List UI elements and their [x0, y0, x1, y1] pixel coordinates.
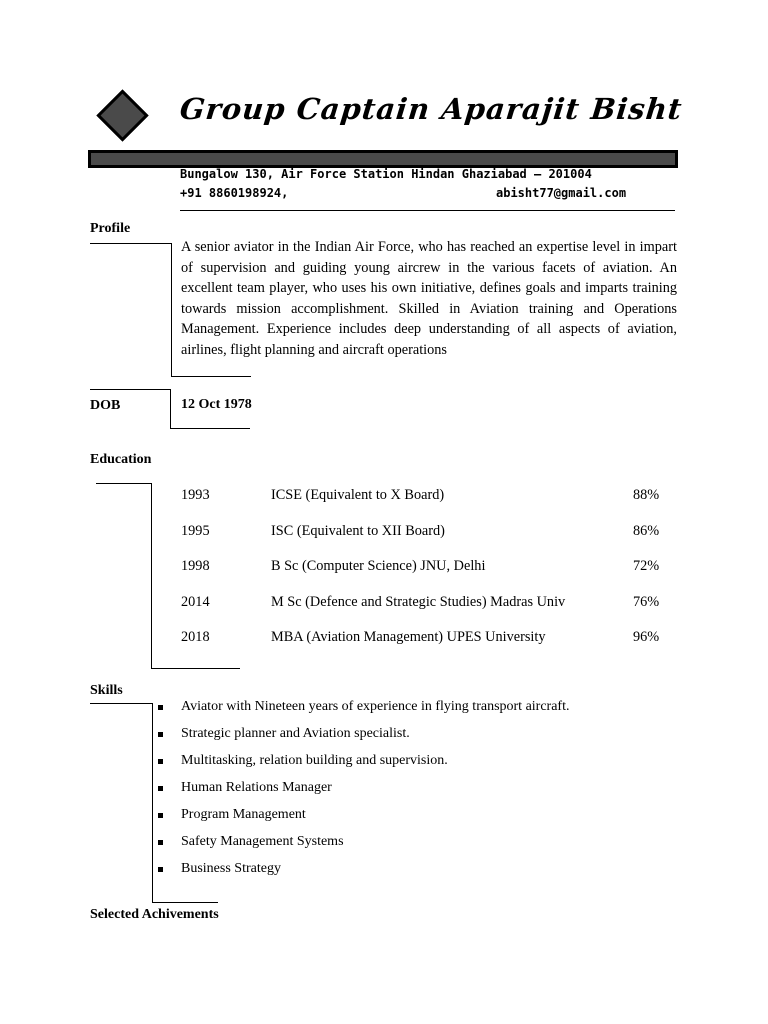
achievements-heading: Selected Achivements: [90, 907, 219, 922]
profile-bracket-bottom: [171, 376, 251, 377]
skill-text: Business Strategy: [181, 861, 281, 876]
dob-bracket-vertical: [170, 389, 171, 428]
edu-score: 86%: [633, 523, 660, 539]
edu-year: 1998: [181, 558, 210, 574]
skill-text: Program Management: [181, 807, 306, 822]
resume-name: Group Captain Aparajit Bisht: [178, 92, 685, 126]
contact-divider: [180, 210, 675, 211]
skill-text: Multitasking, relation building and supervision.: [181, 753, 448, 768]
bullet-icon: [158, 732, 163, 737]
bullet-icon: [158, 867, 163, 872]
edu-year: 2018: [181, 629, 210, 645]
list-item: [158, 753, 569, 780]
profile-summary: A senior aviator in the Indian Air Force, who has reached an expertise level in impart of supervision and guiding young aircrew in the various facets of aviation. An excellent team player, who uses his own initiative, defines goals and imparts training towards mission accomplishment. Skilled in Aviation training and Operations Management. Experience includes deep understanding of all aspects of aviation, airlines, flight planning and aircraft operations: [181, 239, 677, 358]
education-bracket-top: [96, 483, 151, 484]
education-bracket-vertical: [151, 483, 152, 669]
edu-score: 76%: [633, 594, 660, 610]
edu-score: 96%: [633, 629, 660, 645]
edu-year: 1993: [181, 487, 210, 503]
edu-year: 2014: [181, 594, 210, 610]
skills-bracket-vertical: [152, 703, 153, 902]
address: Bungalow 130, Air Force Station Hindan Ghaziabad – 201004: [180, 167, 592, 181]
list-item: [158, 699, 569, 726]
list-item: [158, 834, 569, 861]
edu-year: 1995: [181, 523, 210, 539]
profile-bracket-vertical: [171, 243, 172, 376]
edu-score: 72%: [633, 558, 660, 574]
email-address: abisht77@gmail.com: [496, 186, 627, 200]
list-item: [158, 861, 569, 888]
edu-score: 88%: [633, 487, 660, 503]
edu-course: ICSE (Equivalent to X Board): [271, 487, 445, 503]
skill-text: Human Relations Manager: [181, 780, 332, 795]
dob-heading: DOB: [90, 398, 121, 413]
diamond-logo-icon: [96, 89, 148, 141]
header-bar: [88, 150, 678, 168]
bullet-icon: [158, 813, 163, 818]
profile-bracket-top: [90, 243, 172, 244]
list-item: [158, 726, 569, 753]
education-bracket-bottom: [151, 668, 240, 669]
dob-bracket-top: [90, 389, 170, 390]
skills-heading: Skills: [90, 683, 123, 698]
skill-text: Safety Management Systems: [181, 834, 344, 849]
edu-course: B Sc (Computer Science) JNU, Delhi: [271, 558, 486, 574]
education-heading: Education: [90, 452, 152, 467]
profile-heading: Profile: [90, 221, 131, 236]
list-item: [158, 780, 569, 807]
bullet-icon: [158, 840, 163, 845]
edu-course: MBA (Aviation Management) UPES University: [271, 629, 546, 645]
list-item: [158, 807, 569, 834]
bullet-icon: [158, 786, 163, 791]
phone-number: +91 8860198924,: [180, 186, 289, 200]
bullet-icon: [158, 759, 163, 764]
skills-list: [158, 699, 569, 888]
skills-bracket-top: [90, 703, 152, 704]
skill-text: Strategic planner and Aviation specialist.: [181, 726, 410, 741]
skill-text: Aviator with Nineteen years of experience in flying transport aircraft.: [181, 699, 570, 714]
skills-bracket-bottom: [152, 902, 218, 903]
edu-course: ISC (Equivalent to XII Board): [271, 523, 445, 539]
dob-value: 12 Oct 1978: [181, 397, 252, 412]
bullet-icon: [158, 705, 163, 710]
dob-bracket-bottom: [170, 428, 250, 429]
edu-course: M Sc (Defence and Strategic Studies) Madras Univ: [271, 594, 566, 610]
